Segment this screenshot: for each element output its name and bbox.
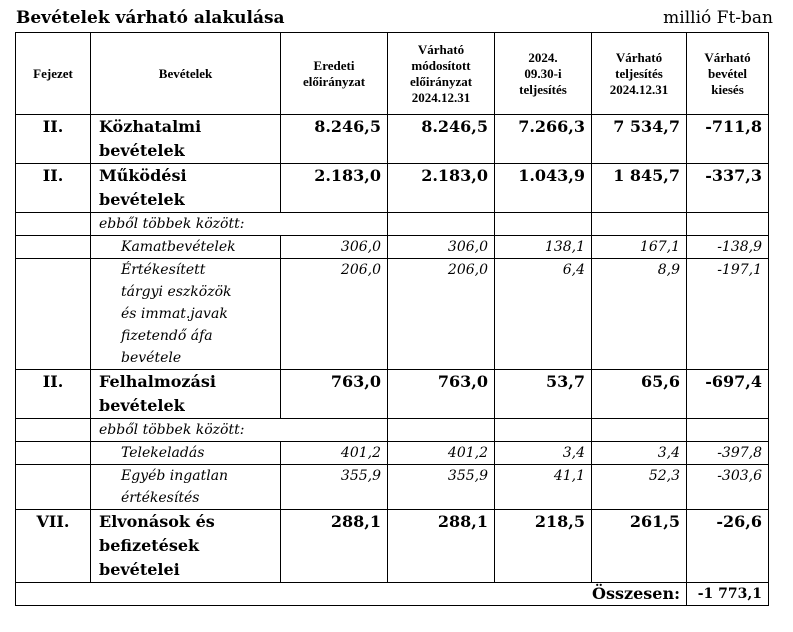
completed-cell: 7.266,3 [495,115,592,164]
modified-cell: 306,0 [388,236,495,259]
document-title: Bevételek várható alakulása [16,8,285,28]
header-expected-completion: Várható teljesítés 2024.12.31 [592,33,687,115]
original-cell: 288,1 [281,510,388,583]
expected-cell: 3,4 [592,442,687,465]
modified-cell: 763,0 [388,370,495,419]
table-row-public-revenues [16,115,769,164]
header-completed: 2024. 09.30-i teljesítés [495,33,592,115]
expected-cell: 167,1 [592,236,687,259]
table-row-asset-vat [16,259,769,370]
shortfall-cell: -26,6 [687,510,769,583]
completed-cell: 218,5 [495,510,592,583]
modified-cell: 2.183,0 [388,164,495,213]
original-cell: 355,9 [281,465,388,510]
revenue-name: Egyéb ingatlan értékesítés [91,465,281,510]
table-row-capital-revenues [16,370,769,419]
original-cell: 8.246,5 [281,115,388,164]
original-cell: 306,0 [281,236,388,259]
header-revenues: Bevételek [91,33,281,115]
chapter-cell: II. [16,115,91,164]
table-row-land-sale [16,442,769,465]
hint-text: ebből többek között: [91,213,388,236]
chapter-cell: II. [16,164,91,213]
expected-cell: 8,9 [592,259,687,370]
header-original: Eredeti előirányzat [281,33,388,115]
table-row-hint [16,213,769,236]
table-row-other-property-sale [16,465,769,510]
shortfall-cell: -138,9 [687,236,769,259]
expected-cell: 65,6 [592,370,687,419]
revenue-name: Közhatalmi bevételek [91,115,281,164]
revenue-name: Működési bevételek [91,164,281,213]
table-row-total [16,583,769,606]
modified-cell: 355,9 [388,465,495,510]
total-value: -1 773,1 [687,583,769,606]
chapter-cell: VII. [16,510,91,583]
original-cell: 763,0 [281,370,388,419]
revenue-name: Kamatbevételek [91,236,281,259]
completed-cell: 53,7 [495,370,592,419]
shortfall-cell: -697,4 [687,370,769,419]
shortfall-cell: -711,8 [687,115,769,164]
unit-label: millió Ft-ban [663,8,773,28]
revenue-name: Felhalmozási bevételek [91,370,281,419]
shortfall-cell: -197,1 [687,259,769,370]
original-cell: 401,2 [281,442,388,465]
expected-cell: 261,5 [592,510,687,583]
header-row [16,33,769,115]
completed-cell: 138,1 [495,236,592,259]
modified-cell: 401,2 [388,442,495,465]
completed-cell: 3,4 [495,442,592,465]
shortfall-cell: -397,8 [687,442,769,465]
modified-cell: 288,1 [388,510,495,583]
revenue-table [15,32,769,606]
completed-cell: 41,1 [495,465,592,510]
shortfall-cell: -303,6 [687,465,769,510]
expected-cell: 52,3 [592,465,687,510]
shortfall-cell: -337,3 [687,164,769,213]
revenue-name: Telekeladás [91,442,281,465]
expected-cell: 1 845,7 [592,164,687,213]
revenue-name: Értékesített tárgyi eszközök és immat.javak fizetendő áfa bevétele [91,259,281,370]
chapter-cell: II. [16,370,91,419]
header-expected-shortfall: Várható bevétel kiesés [687,33,769,115]
completed-cell: 1.043,9 [495,164,592,213]
modified-cell: 206,0 [388,259,495,370]
table-row-withdrawals [16,510,769,583]
table-row-hint [16,419,769,442]
header-chapter: Fejezet [16,33,91,115]
revenue-name: Elvonások és befizetések bevételei [91,510,281,583]
original-cell: 2.183,0 [281,164,388,213]
header-expected-modified: Várható módosított előirányzat 2024.12.31 [388,33,495,115]
total-label: Összesen: [16,583,687,606]
table-row-operating-revenues [16,164,769,213]
table-row-interest-revenues [16,236,769,259]
hint-text: ebből többek között: [91,419,388,442]
modified-cell: 8.246,5 [388,115,495,164]
original-cell: 206,0 [281,259,388,370]
expected-cell: 7 534,7 [592,115,687,164]
completed-cell: 6,4 [495,259,592,370]
